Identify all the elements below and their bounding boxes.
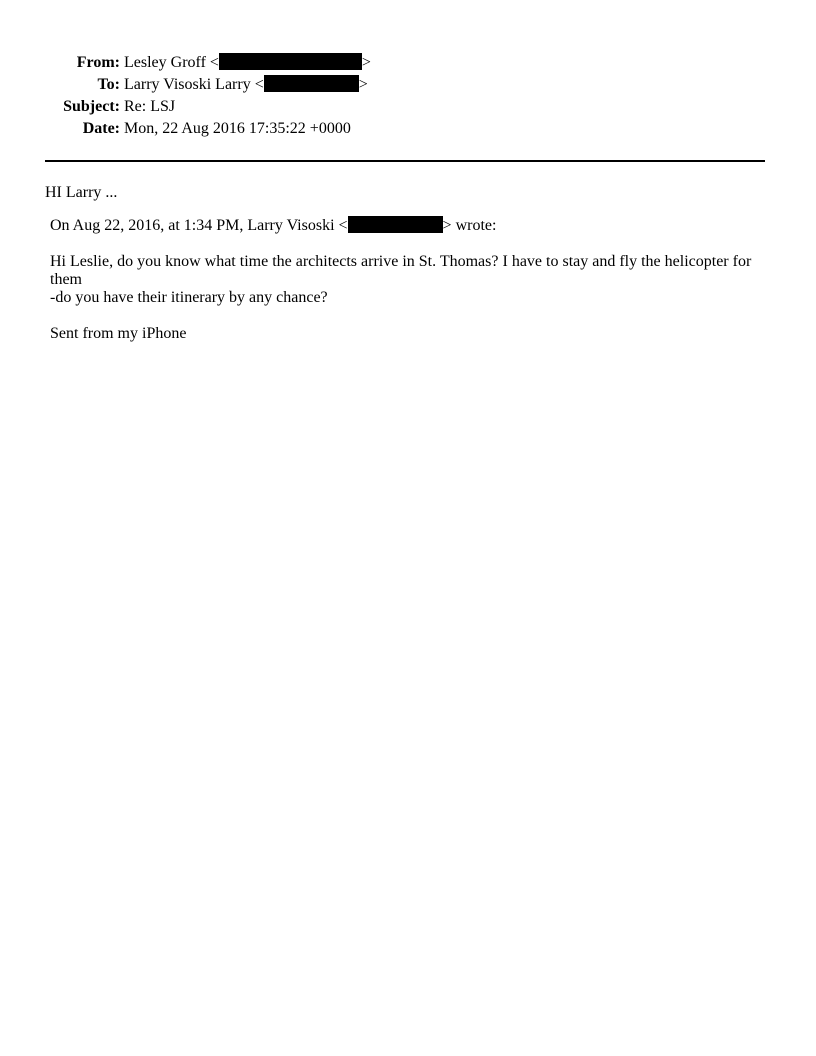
header-divider <box>45 160 765 162</box>
quote-intro-after: > wrote: <box>442 217 497 234</box>
to-value <box>124 74 368 96</box>
subject-row <box>0 96 816 118</box>
from-name: Lesley Groff < <box>124 54 219 71</box>
quote-intro <box>50 215 496 237</box>
to-row <box>0 74 816 96</box>
date-label: Date: <box>82 120 120 137</box>
to-close: > <box>358 76 368 93</box>
email-header <box>0 52 816 140</box>
date-row <box>0 118 816 140</box>
redacted-email-block <box>264 75 359 92</box>
quoted-line: -do you have their itinerary by any chance? <box>50 289 328 306</box>
quoted-message <box>50 253 762 307</box>
quoted-line: Hi Leslie, do you know what time the architects arrive in St. Thomas? I have to stay and fly the helicopter for them <box>50 253 752 288</box>
redacted-email-block <box>219 53 362 70</box>
from-value <box>124 52 371 74</box>
date-value: Mon, 22 Aug 2016 17:35:22 +0000 <box>124 120 351 137</box>
from-row <box>0 52 816 74</box>
redacted-email-block <box>348 216 443 233</box>
to-name: Larry Visoski Larry < <box>124 76 264 93</box>
quote-intro-before: On Aug 22, 2016, at 1:34 PM, Larry Visoski < <box>50 217 348 234</box>
to-label: To: <box>97 76 120 93</box>
greeting-text: HI Larry ... <box>45 184 118 201</box>
subject-value: Re: LSJ <box>124 98 176 115</box>
from-close: > <box>361 54 371 71</box>
signoff-text: Sent from my iPhone <box>50 325 187 342</box>
from-label: From: <box>76 54 120 71</box>
subject-label: Subject: <box>63 98 120 115</box>
